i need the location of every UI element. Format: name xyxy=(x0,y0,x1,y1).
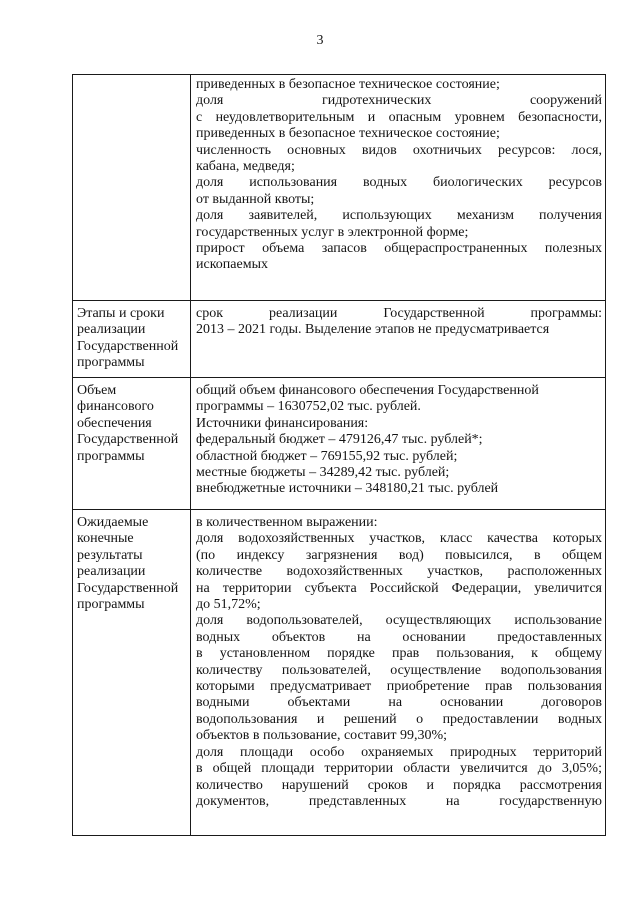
text-line: до 51,72%; xyxy=(196,597,261,613)
text-line: кабана, медведя; xyxy=(196,159,295,175)
row-content xyxy=(191,378,606,510)
text-line: ископаемых xyxy=(196,257,268,273)
text-line: в общей площади территории области увеличится до 3,05%; xyxy=(196,761,602,777)
text-line: Источники финансирования: xyxy=(196,415,369,431)
text-line: приведенных в безопасное техническое состояние; xyxy=(196,77,500,92)
row-content xyxy=(191,75,606,301)
text-line: доля заявителей, использующих механизм получения xyxy=(196,208,602,224)
text-line: доля использования водных биологических ресурсов xyxy=(196,175,602,191)
text-line: количеству пользователей, осуществление водопользования xyxy=(196,662,602,678)
text-line: доля водопользователей, осуществляющих использование xyxy=(196,613,602,629)
text-line: документов, представленных на государственную xyxy=(196,793,602,809)
table-row-targets-continued xyxy=(73,75,606,301)
text-line: в количественном выражении: xyxy=(196,515,378,530)
table-row-expected-results xyxy=(73,510,606,836)
text-line: на территории субъекта Российской Федерации, увеличится xyxy=(196,580,602,596)
text-line: государственных услуг в электронной форме; xyxy=(196,224,469,240)
text-line: объектов в пользование, составит 99,30%; xyxy=(196,728,448,744)
text-line: от выданной квоты; xyxy=(196,191,315,207)
text-line: 2013 – 2021 годы. Выделение этапов не предусматривается xyxy=(196,322,550,338)
text-line: приведенных в безопасное техническое состояние; xyxy=(196,126,500,142)
text-line: доля гидротехнических сооружений xyxy=(196,93,602,109)
text-line: водными объектами на основании договоров xyxy=(196,695,602,711)
text-line: прирост объема запасов общераспространенных полезных xyxy=(196,241,602,257)
row-label: Ожидаемые конечные результаты реализации Государственной программы xyxy=(73,510,191,836)
text-line: срок реализации Государственной программы: xyxy=(196,306,602,321)
text-line: местные бюджеты – 34289,42 тыс. рублей; xyxy=(196,465,450,481)
text-line: водных объектов на основании предоставленных xyxy=(196,629,602,645)
program-passport-table xyxy=(72,74,606,836)
row-content xyxy=(191,510,606,836)
text-line: численность основных видов охотничьих ресурсов: лося, xyxy=(196,142,602,158)
text-line: водопользования и решений о предоставлении водных xyxy=(196,711,602,727)
text-line: которыми предусматривает приобретение прав пользования xyxy=(196,679,602,695)
text-line: федеральный бюджет – 479126,47 тыс. рублей*; xyxy=(196,432,483,448)
text-line: общий объем финансового обеспечения Государственной xyxy=(196,383,539,398)
text-line: в установленном порядке прав пользования, к общему xyxy=(196,646,602,662)
text-line: количестве водохозяйственных участков, расположенных xyxy=(196,564,602,580)
table-row-stages xyxy=(73,301,606,378)
row-label: Объем финансового обеспечения Государственной программы xyxy=(73,378,191,510)
text-line: (по индексу загрязнения вод) повысился, в общем xyxy=(196,547,602,563)
text-line: доля площади особо охраняемых природных территорий xyxy=(196,744,602,760)
row-label xyxy=(73,75,191,301)
text-line: программы – 1630752,02 тыс. рублей. xyxy=(196,399,421,415)
text-line: с неудовлетворительным и опасным уровнем безопасности, xyxy=(196,109,602,125)
table-row-financing xyxy=(73,378,606,510)
row-label: Этапы и сроки реализации Государственной программы xyxy=(73,301,191,378)
page-number: 3 xyxy=(316,33,324,48)
row-content xyxy=(191,301,606,378)
text-line: доля водохозяйственных участков, класс качества которых xyxy=(196,531,602,547)
text-line: внебюджетные источники – 348180,21 тыс. рублей xyxy=(196,481,499,497)
text-line: областной бюджет – 769155,92 тыс. рублей; xyxy=(196,448,458,464)
text-line: количество нарушений сроков и порядка рассмотрения xyxy=(196,777,602,793)
